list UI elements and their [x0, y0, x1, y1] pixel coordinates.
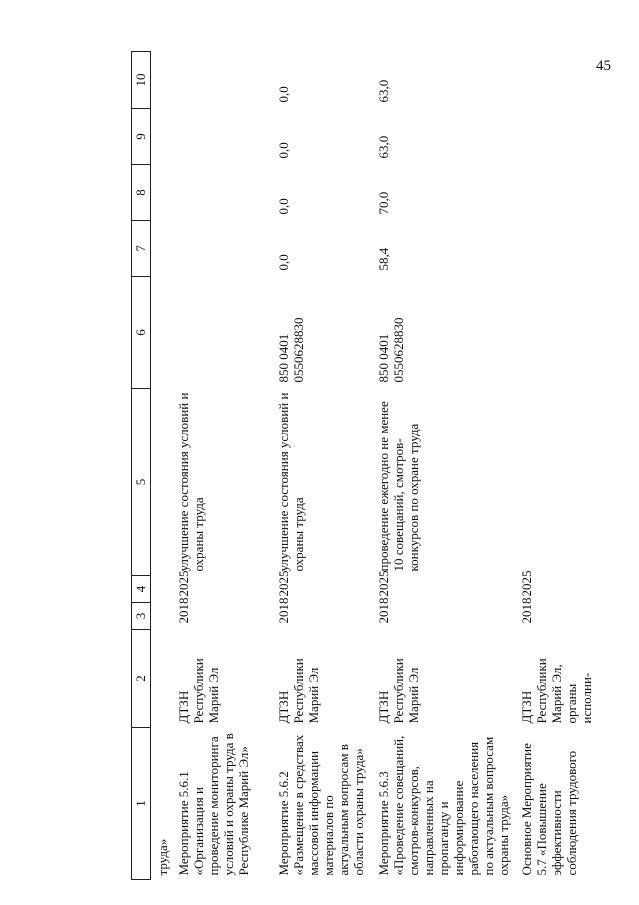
- executor: ДТЗН Республики Марий Эл: [376, 658, 421, 724]
- value-col-9: 0,0: [276, 142, 291, 159]
- start-year: 2018: [176, 597, 191, 624]
- expected-result: проведение ежегодно не менее 10 совещаний, смотров-конкурсов по охране труда: [376, 401, 421, 572]
- table-row: [174, 52, 274, 880]
- executor: ДТЗН Республики Марий Эл, органы исполни-: [519, 658, 594, 724]
- header-row: [132, 52, 151, 880]
- value-col-9: 63,0: [376, 135, 391, 159]
- value-col-9: [174, 109, 274, 165]
- activity-name: Мероприятие 5.6.3 «Проведение совещаний, смотров-конкурсов, направленных на пропаганду и информирование работающего населения по актуальным вопросам охраны труда»: [376, 735, 511, 876]
- value-col-8: 70,0: [376, 191, 391, 215]
- value-col-10: 63,0: [376, 79, 391, 103]
- expected-result: улучшение состояния условий и охраны труда: [176, 392, 206, 572]
- start-year: 2018: [276, 597, 291, 624]
- expected-result: [517, 389, 607, 576]
- budget-code: [174, 277, 274, 389]
- value-col-7: 0,0: [276, 254, 291, 271]
- header-col-2: 2: [132, 630, 151, 728]
- value-col-8: [517, 165, 607, 221]
- table-row: [274, 52, 374, 880]
- value-col-7: [174, 221, 274, 277]
- value-col-7: 58,4: [376, 247, 391, 271]
- start-year: 2018: [519, 597, 534, 624]
- expected-result: улучшение состояния условий и охраны труда: [276, 392, 306, 572]
- value-col-7: [517, 221, 607, 277]
- value-col-10: [517, 52, 607, 109]
- header-col-5: 5: [132, 389, 151, 576]
- header-col-7: 7: [132, 221, 151, 277]
- end-year: 2025: [376, 570, 391, 597]
- header-col-10: 10: [132, 52, 151, 109]
- header-col-8: 8: [132, 165, 151, 221]
- end-year: 2025: [519, 570, 534, 597]
- value-col-10: 0,0: [276, 86, 291, 103]
- header-col-9: 9: [132, 109, 151, 165]
- executor: ДТЗН Республики Марий Эл: [176, 658, 221, 724]
- end-year: 2025: [276, 570, 291, 597]
- header-col-4: 4: [132, 576, 151, 603]
- page-number: 45: [596, 58, 611, 74]
- end-year: 2025: [176, 570, 191, 597]
- table-row: [374, 52, 517, 880]
- activity-name: Мероприятие 5.6.1 «Организация и проведение мониторинга условий и охраны труда в Республике Марий Эл»: [176, 733, 251, 876]
- budget-code: 850 0401 0550628830: [276, 317, 306, 383]
- table-row: [517, 52, 607, 880]
- activity-name: Мероприятие 5.6.2 «Размещение в средствах массовой информации материалов по актуальным вопросам в области охраны труда»: [276, 734, 366, 876]
- value-col-8: 0,0: [276, 198, 291, 215]
- continuation-row: [151, 52, 175, 880]
- program-activities-table: [131, 51, 607, 880]
- header-col-3: 3: [132, 603, 151, 630]
- executor: ДТЗН Республики Марий Эл: [276, 658, 321, 724]
- activity-name: Основное Мероприятие 5.7 «Повышение эффективности соблюдения трудового: [519, 743, 579, 876]
- value-col-9: [517, 109, 607, 165]
- header-col-6: 6: [132, 277, 151, 389]
- value-col-10: [174, 52, 274, 109]
- rotated-table-page: [131, 52, 621, 880]
- continuation-text: труда»: [155, 838, 170, 876]
- budget-code: [517, 277, 607, 389]
- budget-code: 850 0401 0550628830: [376, 317, 406, 383]
- value-col-8: [174, 165, 274, 221]
- header-col-1: 1: [132, 728, 151, 880]
- start-year: 2018: [376, 597, 391, 624]
